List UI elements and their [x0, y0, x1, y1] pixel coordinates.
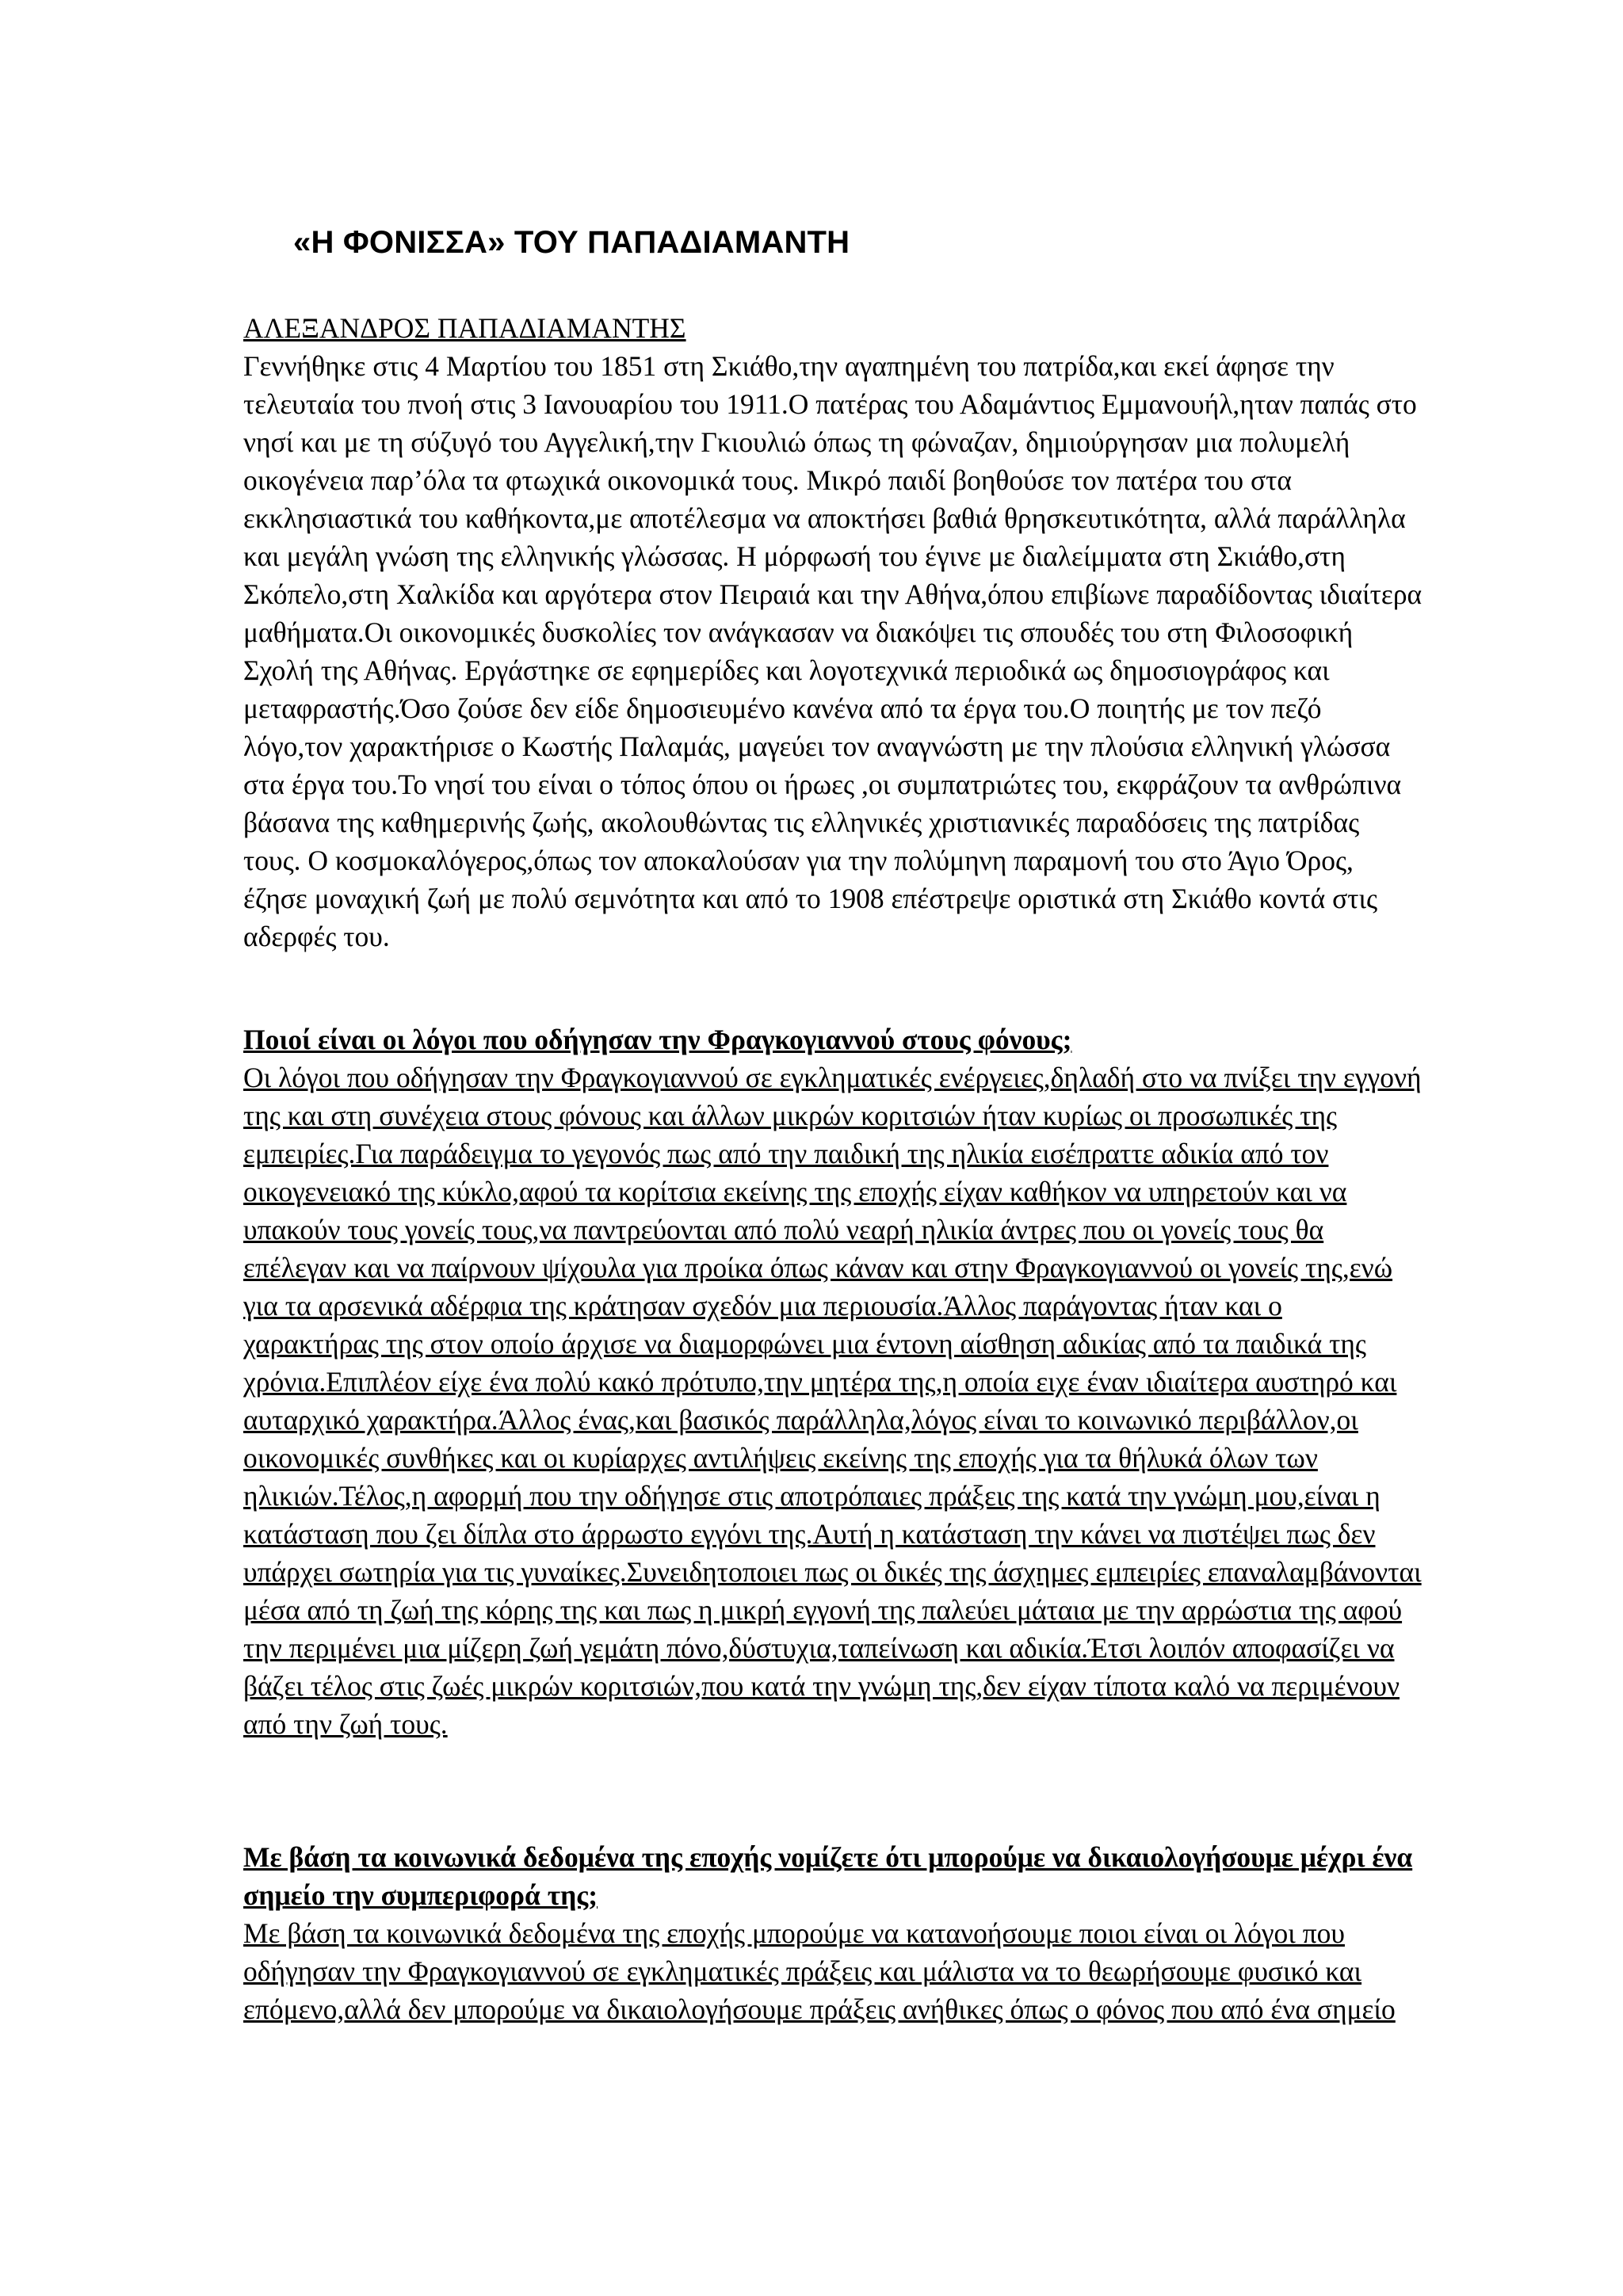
text-line: Σχολή της Αθήνας. Εργάστηκε σε εφημερίδες και λογοτεχνικά περιοδικά ως δημοσιογράφος και	[243, 654, 1330, 686]
text-line: βάσανα της καθημερινής ζωής, ακολουθώντας τις ελληνικές χριστιανικές παραδόσεις της πατρίδας	[243, 807, 1360, 838]
biography-paragraph	[243, 347, 1606, 955]
text-line: κατάσταση που ζει δίπλα στο άρρωστο εγγόνι της.Αυτή η κατάσταση την κάνει να πιστέψει πως δεν	[243, 1518, 1376, 1550]
biography-heading: ΑΛΕΞΑΝΔΡΟΣ ΠΑΠΑΔΙΑΜΑΝΤΗΣ	[243, 312, 686, 344]
text-line: χαρακτήρας της στον οποίο άρχισε να διαμορφώνει μια έντονη αίσθηση αδικίας από τα παιδικά της	[243, 1328, 1366, 1360]
text-line: ηλικιών.Τέλος,η αφορμή που την οδήγησε στις αποτρόπαιες πράξεις της κατά την γνώμη μου,είναι η	[243, 1480, 1381, 1512]
text-line: οικονομικές συνθήκες και οι κυρίαρχες αντιλήψεις εκείνης της εποχής για τα θήλυκά όλων των	[243, 1442, 1318, 1474]
text-line: υπάρχει σωτηρία για τις γυναίκες.Συνειδητοποιει πως οι δικές της άσχημες εμπειρίες επαναλαμβάνονται	[243, 1556, 1422, 1588]
text-line: βάζει τέλος στις ζωές μικρών κοριτσιών,που κατά την γνώμη της,δεν είχαν τίποτα καλό να περιμένουν	[243, 1670, 1400, 1702]
text-line: εκκλησιαστικά του καθήκοντα,με αποτέλεσμα να αποκτήσει βαθιά θρησκευτικότητα, αλλά παράλληλα	[243, 502, 1406, 534]
text-line: μέσα από τη ζωή της κόρης της και πως η μικρή εγγονή της παλεύει μάταια με την αρρώστια της αφού	[243, 1594, 1403, 1626]
text-line: και μεγάλη γνώση της ελληνικής γλώσσας. Η μόρφωσή του έγινε με διαλείμματα στη Σκιάθο,στη	[243, 540, 1346, 572]
text-line: υπακούν τους γονείς τους,να παντρεύονται από πολύ νεαρή ηλικία άντρες που οι γονείς τους θα	[243, 1214, 1324, 1245]
text-line: μαθήματα.Οι οικονομικές δυσκολίες τον ανάγκασαν να διακόψει τις σπουδές του στη Φιλοσοφική	[243, 616, 1354, 648]
text-line: αυταρχικό χαρακτήρα.Άλλος ένας,και βασικός παράλληλα,λόγος είναι το κοινωνικό περιβάλλον,οι	[243, 1404, 1358, 1436]
text-line: Με βάση τα κοινωνικά δεδομένα της εποχής μπορούμε να κατανοήσουμε ποιοι είναι οι λόγοι που	[243, 1917, 1345, 1949]
text-line: χρόνια.Επιπλέον είχε ένα πολύ κακό πρότυπο,την μητέρα της,η οποία ειχε έναν ιδιαίτερα αυστηρό και	[243, 1366, 1397, 1398]
text-line: για τα αρσενικά αδέρφια της κράτησαν σχεδόν μια περιουσία.Άλλος παράγοντας ήταν και ο	[243, 1290, 1282, 1322]
justification-heading	[243, 1838, 1606, 1914]
biography-section	[243, 309, 1606, 955]
text-line: οικογένεια παρ’όλα τα φτωχικά οικονομικά τους. Μικρό παιδί βοηθούσε τον πατέρα του στα	[243, 464, 1292, 496]
text-line: έζησε μοναχική ζωή με πολύ σεμνότητα και από το 1908 επέστρεψε οριστικά στη Σκιάθο κοντά στις	[243, 883, 1378, 914]
justification-paragraph	[243, 1914, 1606, 2028]
text-line: από την ζωή τους.	[243, 1708, 448, 1740]
reasons-heading: Ποιοί είναι οι λόγοι που οδήγησαν την Φραγκογιαννού στους φόνους;	[243, 1024, 1072, 1055]
text-line: επέλεγαν και να παίρνουν ψίχουλα για προίκα όπως κάναν και στην Φραγκογιαννού οι γονείς της,ενώ	[243, 1252, 1393, 1283]
text-line: της και στη συνέχεια στους φόνους και άλλων μικρών κοριτσιών ήταν κυρίως οι προσωπικές της	[243, 1100, 1338, 1131]
text-line: επόμενο,αλλά δεν μπορούμε να δικαιολογήσουμε πράξεις ανήθικες όπως ο φόνος που από ένα σημείο	[243, 1993, 1396, 2025]
reasons-section	[243, 1020, 1606, 1743]
text-line: Σκόπελο,στη Χαλκίδα και αργότερα στον Πειραιά και την Αθήνα,όπου επιβίωνε παραδίδοντας ιδιαίτερα	[243, 578, 1423, 610]
page-title: «Η ΦΟΝΙΣΣΑ» ΤΟΥ ΠΑΠΑΔΙΑΜΑΝΤΗ	[293, 225, 850, 260]
text-line: νησί και με τη σύζυγό του Αγγελική,την Γκιουλιώ όπως τη φώναζαν, δημιούργησαν μια πολυμελή	[243, 426, 1350, 458]
reasons-paragraph	[243, 1058, 1606, 1743]
text-line: τους. Ο κοσμοκαλόγερος,όπως τον αποκαλούσαν για την πολύμηνη παραμονή του στο Άγιο Όρος,	[243, 845, 1354, 876]
text-line: αδερφές του.	[243, 921, 390, 952]
text-line: στα έργα του.Το νησί του είναι ο τόπος όπου οι ήρωες ,οι συμπατριώτες του, εκφράζουν τα ανθρώπινα	[243, 769, 1402, 800]
heading-line: Με βάση τα κοινωνικά δεδομένα της εποχής νομίζετε ότι μπορούμε να δικαιολογήσουμε μέχρι ένα	[243, 1841, 1413, 1873]
text-line: λόγο,τον χαρακτήρισε ο Κωστής Παλαμάς, μαγεύει τον αναγνώστη με την πλούσια ελληνική γλώσσα	[243, 730, 1391, 762]
text-line: εμπειρίες.Για παράδειγμα το γεγονός πως από την παιδική της ηλικία εισέπραττε αδικία από τον	[243, 1138, 1329, 1169]
text-line: οδήγησαν την Φραγκογιαννού σε εγκληματικές πράξεις και μάλιστα να το θεωρήσουμε φυσικό και	[243, 1955, 1362, 1987]
text-line: οικογενειακό της κύκλο,αφού τα κορίτσια εκείνης της εποχής είχαν καθήκον να υπηρετούν και να	[243, 1176, 1347, 1207]
text-line: τελευταία του πνοή στις 3 Ιανουαρίου του 1911.Ο πατέρας του Αδαμάντιος Εμμανουήλ,ηταν παπάς στο	[243, 388, 1417, 420]
text-line: Οι λόγοι που οδήγησαν την Φραγκογιαννού σε εγκληματικές ενέργειες,δηλαδή στο να πνίξει την εγγονή	[243, 1062, 1422, 1093]
text-line: Γεννήθηκε στις 4 Μαρτίου του 1851 στη Σκιάθο,την αγαπημένη του πατρίδα,και εκεί άφησε την	[243, 350, 1335, 382]
heading-line: σημείο την συμπεριφορά της;	[243, 1879, 598, 1911]
text-line: την περιμένει μια μίζερη ζωή γεμάτη πόνο,δύστυχια,ταπείνωση και αδικία.Έτσι λοιπόν αποφασίζει να	[243, 1632, 1395, 1664]
text-line: μεταφραστής.Όσο ζούσε δεν είδε δημοσιευμένο κανένα από τα έργα του.Ο ποιητής με τον πεζό	[243, 692, 1322, 724]
justification-section	[243, 1838, 1606, 2028]
